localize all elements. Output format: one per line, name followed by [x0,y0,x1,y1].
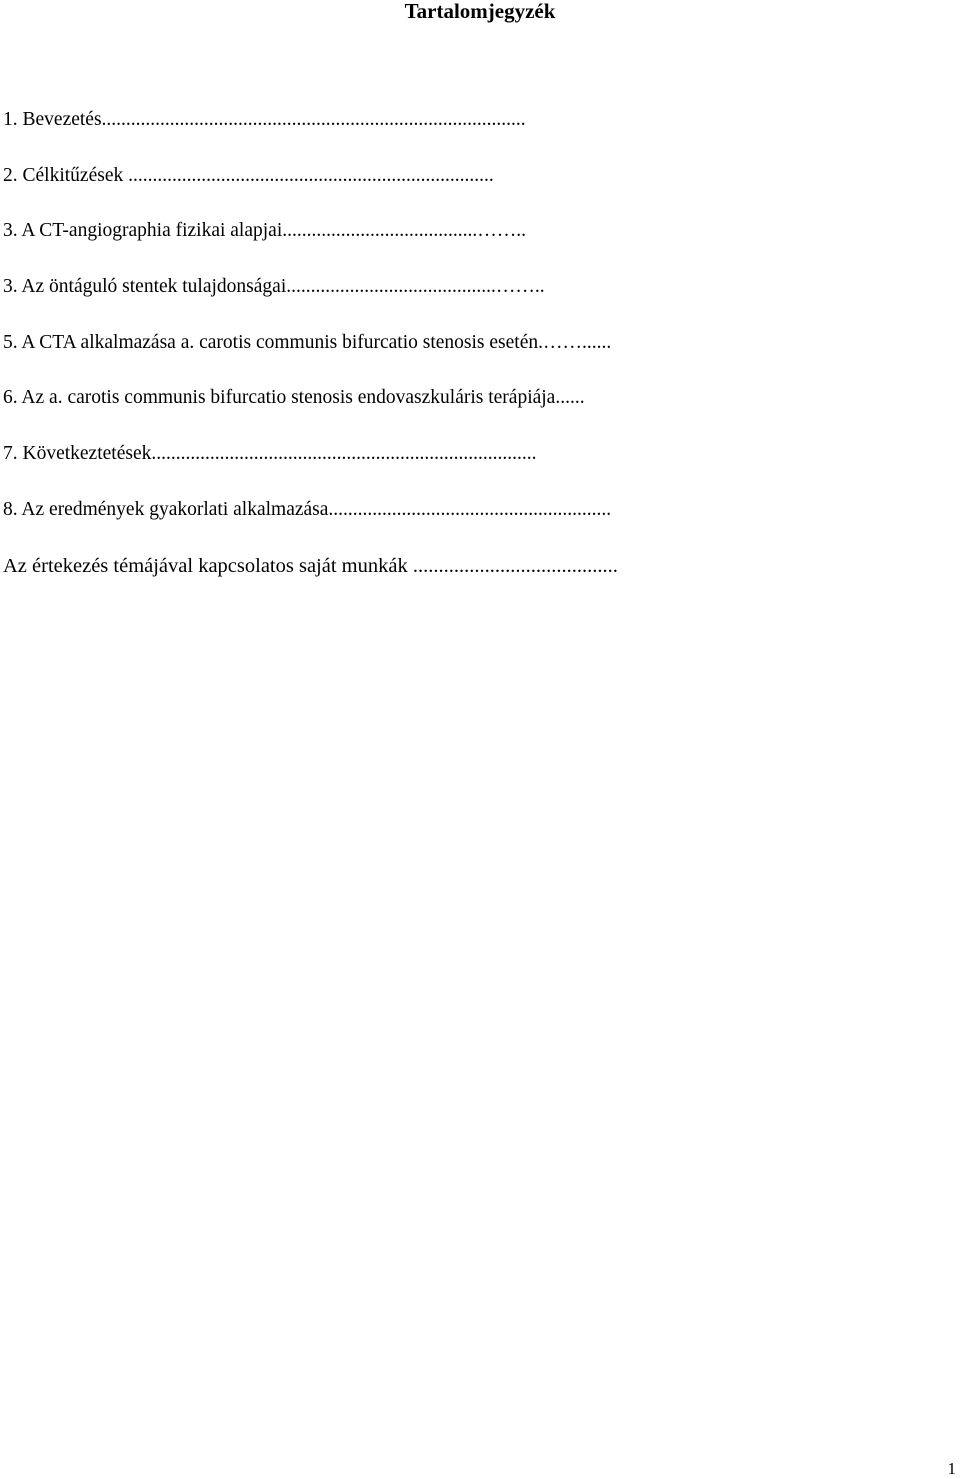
table-of-contents [3,108,618,609]
toc-entry-6: 6. Az a. carotis communis bifurcatio stenosis endovaszkuláris terápiája...... [3,387,585,409]
toc-entry-1: 1. Bevezetés....................................................................................... [3,109,526,130]
toc-entry-8: 8. Az eredmények gyakorlati alkalmazása.......................................................... [3,498,612,520]
page-title: Tartalomjegyzék [404,0,556,23]
page-number: 1 [947,1459,956,1478]
toc-entry-4: 3. Az öntáguló stentek tulajdonságai...........................................…….. [3,276,545,298]
toc-entry-7: 7. Következtetések............................................................................... [3,443,537,465]
toc-entry-3: 3. A CT-angiographia fizikai alapjai........................................…….. [3,220,526,242]
toc-entry-2: 2. Célkitűzések ........................................................................... [3,164,494,186]
toc-entry-own-works: Az értekezés témájával kapcsolatos saját munkák ........................................ [3,554,618,577]
toc-entry-5: 5. A CTA alkalmazása a. carotis communis bifurcatio stenosis esetén.……...... [3,331,612,353]
